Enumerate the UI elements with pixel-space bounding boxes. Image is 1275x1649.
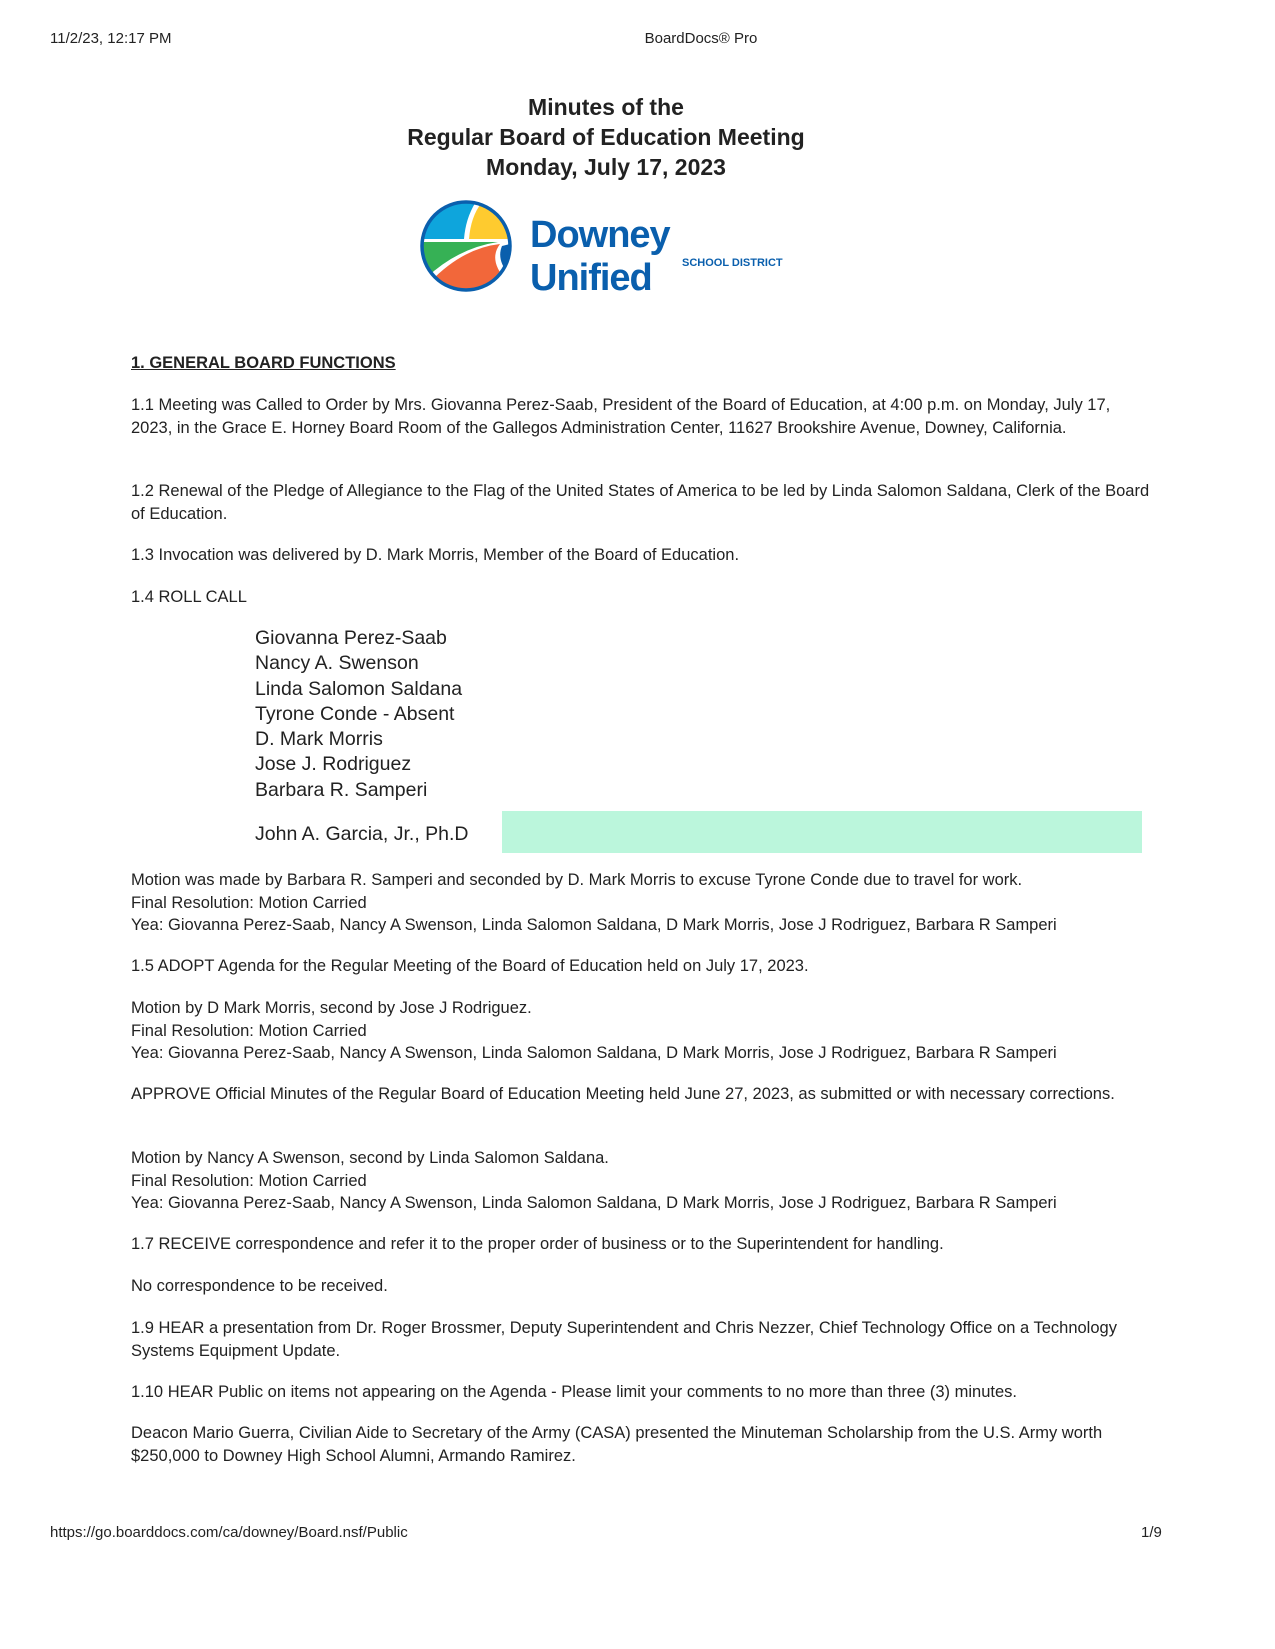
page-number: 1/9: [1141, 1524, 1162, 1541]
district-logo-emblem-icon: [418, 196, 518, 296]
highlight-band: [502, 811, 1142, 853]
motion-result: Final Resolution: Motion Carried: [131, 1171, 367, 1190]
motion-text: Motion by Nancy A Swenson, second by Linda Salomon Saldana.: [131, 1149, 609, 1167]
roll-member: D. Mark Morris: [255, 728, 383, 751]
roll-member: Nancy A. Swenson: [255, 652, 419, 675]
district-logo: [418, 196, 798, 299]
item-1-2: 1.2 Renewal of the Pledge of Allegiance to the Flag of the United States of America to be led by Linda Salomon Saldana, Clerk of the Board of Education.: [131, 482, 1150, 523]
motion-vote: Yea: Giovanna Perez-Saab, Nancy A Swenson, Linda Salomon Saldana, D Mark Morris, Jose J Rodriguez, Barbara R Samperi: [131, 1194, 1057, 1212]
roll-member: Jose J. Rodriguez: [255, 753, 412, 776]
print-site-title: BoardDocs® Pro: [644, 30, 758, 47]
roll-member: Tyrone Conde - Absent: [255, 702, 455, 725]
roll-member: Barbara R. Samperi: [255, 778, 428, 801]
motion-result: Final Resolution: Motion Carried: [131, 1021, 367, 1040]
roll-call-list: [255, 626, 462, 803]
item-1-9: 1.9 HEAR a presentation from Dr. Roger Brossmer, Deputy Superintendent and Chris Nezzer, Chief Technology Office on a Technology Systems Equipment Update.: [131, 1319, 1117, 1360]
roll-superintendent: John A. Garcia, Jr., Ph.D: [255, 823, 469, 845]
title-line: Regular Board of Education Meeting: [407, 124, 805, 150]
print-datetime: 11/2/23, 12:17 PM: [50, 30, 172, 47]
roll-member: Giovanna Perez-Saab: [255, 627, 447, 649]
item-1-7: 1.7 RECEIVE correspondence and refer it to the proper order of business or to the Superintendent for handling.: [131, 1235, 944, 1253]
item-1-5: 1.5 ADOPT Agenda for the Regular Meeting of the Board of Education held on July 17, 2023.: [131, 957, 809, 975]
footer-url: https://go.boarddocs.com/ca/downey/Board.nsf/Public: [50, 1524, 408, 1541]
motion-1: [131, 869, 1181, 937]
document-title: [0, 92, 1212, 182]
motion-text: Motion by D Mark Morris, second by Jose J Rodriguez.: [131, 999, 532, 1017]
title-line: Minutes of the: [528, 94, 684, 120]
motion-3: [131, 1147, 1181, 1215]
public-comment: Deacon Mario Guerra, Civilian Aide to Secretary of the Army (CASA) presented the Minuteman Scholarship from the U.S. Army worth $250,000 to Downey High School Alumni, Armando Ramirez.: [131, 1424, 1103, 1465]
logo-name: Downey Unified: [530, 214, 670, 299]
title-line: Monday, July 17, 2023: [486, 154, 726, 180]
motion-result: Final Resolution: Motion Carried: [131, 893, 367, 912]
motion-vote: Yea: Giovanna Perez-Saab, Nancy A Swenson, Linda Salomon Saldana, D Mark Morris, Jose J Rodriguez, Barbara R Samperi: [131, 916, 1057, 934]
section-heading: 1. GENERAL BOARD FUNCTIONS: [131, 354, 396, 372]
item-1-1: 1.1 Meeting was Called to Order by Mrs. Giovanna Perez-Saab, President of the Board of Education, at 4:00 p.m. on Monday, July 17, 2023, in the Grace E. Horney Board Room of the Gallegos Administration Center, 11627 Brookshire Avenue, Downey, California.: [131, 396, 1111, 437]
approve-minutes: APPROVE Official Minutes of the Regular Board of Education Meeting held June 27, 2023, as submitted or with necessary corrections.: [131, 1085, 1115, 1103]
item-1-4: 1.4 ROLL CALL: [131, 588, 247, 606]
roll-member: Linda Salomon Saldana: [255, 677, 463, 700]
no-correspondence: No correspondence to be received.: [131, 1277, 388, 1295]
motion-vote: Yea: Giovanna Perez-Saab, Nancy A Swenson, Linda Salomon Saldana, D Mark Morris, Jose J Rodriguez, Barbara R Samperi: [131, 1044, 1057, 1062]
motion-text: Motion was made by Barbara R. Samperi and seconded by D. Mark Morris to excuse Tyrone Conde due to travel for work.: [131, 871, 1023, 889]
motion-2: [131, 997, 1181, 1065]
logo-subtitle: SCHOOL DISTRICT: [682, 257, 783, 269]
item-1-3: 1.3 Invocation was delivered by D. Mark Morris, Member of the Board of Education.: [131, 546, 740, 564]
item-1-10: 1.10 HEAR Public on items not appearing on the Agenda - Please limit your comments to no more than three (3) minutes.: [131, 1383, 1017, 1401]
